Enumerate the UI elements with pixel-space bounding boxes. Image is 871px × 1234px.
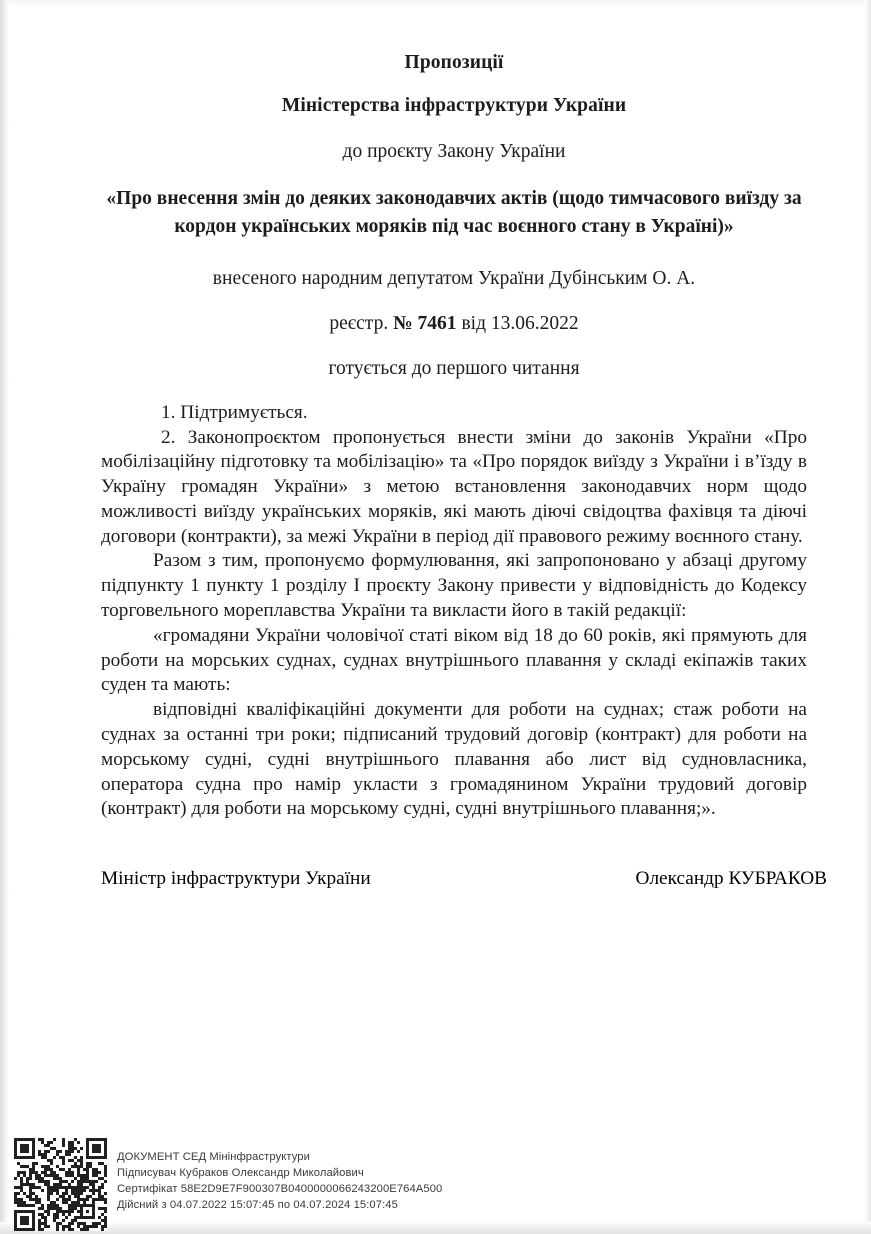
body-paragraph-4: «громадяни України чоловічої статі віком від 18 до 60 років, які прямують для роботи на морських суднах, суднах внутрішнього плавання у складі екіпажів таких суден та мають:: [101, 624, 807, 696]
body-paragraph-5: відповідні кваліфікаційні документи для роботи на суднах; стаж роботи на суднах за останні три роки; підписаний трудовий договір (контракт) для роботи на морському судні, судні внутрішнього плавання або лист від судновласника, оператора судна про намір укласти з громадянином України трудовий договір (контракт) для роботи на морському судні, судні внутрішнього плавання;».: [101, 699, 807, 820]
page-edge-right: [864, 0, 871, 1234]
document-heading-line-2: Міністерства інфраструктури України: [281, 95, 627, 117]
document-header: [101, 0, 807, 381]
page-edge-left: [0, 0, 9, 1234]
document-heading-line-3: до проєкту Закону України: [342, 140, 566, 162]
registration-suffix: від 13.06.2022: [456, 313, 579, 334]
stamp-line-document: ДОКУМЕНТ СЕД Мінінфраструктури: [117, 1151, 310, 1163]
stamp-line-certificate: Сертифікат 58E2D9E7F900307B0400000066243200E764A500: [117, 1183, 443, 1196]
body-paragraph-1: 1. Підтримується.: [161, 401, 308, 423]
qr-code-icon: [14, 1138, 107, 1231]
stamp-line-signer: Підписувач Кубраков Олександр Миколайович: [117, 1167, 364, 1180]
signatory-position: Міністр інфраструктури України: [101, 868, 371, 889]
body-paragraph-3: Разом з тим, пропонуємо формулювання, які запропоновано у абзаці другому підпункту 1 пункту 1 розділу I проєкту Закону привести у відповідність до Кодексу торговельного мореплавства України та викласти його в такій редакції:: [101, 550, 807, 622]
registration-prefix: реєстр.: [329, 313, 394, 334]
body-paragraph-2: 2. Законопроєктом пропонується внести зміни до законів України «Про мобілізаційну підготовку та мобілізацію» та «Про порядок виїзду з України і в’їзду в Україну громадян України» з метою встановлення законодавчих норм щодо можливості виїзду українських моряків, які мають діючі свідоцтва фахівця та діючі договори (контракти), за межі України в період дії правового режиму воєнного стану.: [101, 426, 807, 547]
document-registration: [101, 312, 807, 335]
stamp-line-validity: Дійсний з 04.07.2022 15:07:45 по 04.07.2024 15:07:45: [117, 1199, 398, 1212]
signature-row: [101, 868, 827, 890]
registration-number: № 7461: [393, 313, 457, 334]
digital-signature-text: [117, 1138, 442, 1213]
document-submitted-by: внесеного народним депутатом України Дубінським О. А.: [212, 267, 696, 289]
document-body: [101, 401, 807, 822]
document-reading-status: готується до першого читання: [328, 358, 580, 380]
document-title: «Про внесення змін до деяких законодавчих актів (щодо тимчасового виїзду за кордон українських моряків під час воєнного стану в Україні)»: [106, 188, 802, 237]
digital-signature-stamp: [14, 1138, 534, 1234]
document-heading-line-1: Пропозиції: [404, 52, 504, 73]
document-content: [101, 0, 807, 822]
signatory-name: Олександр КУБРАКОВ: [635, 868, 827, 889]
